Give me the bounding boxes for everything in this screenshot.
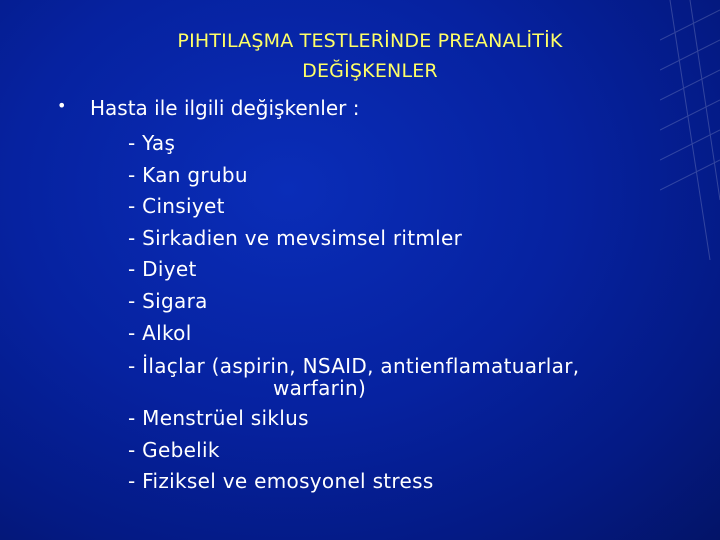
list-item: - Sigara <box>128 288 208 313</box>
list-item: - Fiziksel ve emosyonel stress <box>128 469 434 494</box>
list-item: - Kan grubu <box>128 162 248 187</box>
list-item: - Gebelik <box>128 437 220 462</box>
list-item-continuation: warfarin) <box>273 376 367 401</box>
list-item-medications <box>128 349 579 403</box>
list-item: - Alkol <box>128 320 192 345</box>
title-line-2: DEĞİŞKENLER <box>302 60 438 82</box>
bullet-icon: • <box>57 96 67 115</box>
list-item: - Sirkadien ve mevsimsel ritmler <box>128 225 463 250</box>
variable-list <box>128 128 579 498</box>
list-item-medications-text: - İlaçlar (aspirin, NSAID, antienflamatuarlar, <box>128 354 580 379</box>
title-line-1: PIHTILAŞMA TESTLERİNDE PREANALİTİK <box>177 30 563 52</box>
list-item: - Diyet <box>128 257 197 282</box>
list-item: - Cinsiyet <box>128 194 225 219</box>
list-item: - Menstrüel siklus <box>128 406 309 431</box>
bullet-heading: Hasta ile ilgili değişkenler : <box>90 96 360 120</box>
list-item: - Yaş <box>128 131 176 155</box>
slide-title <box>60 26 680 86</box>
